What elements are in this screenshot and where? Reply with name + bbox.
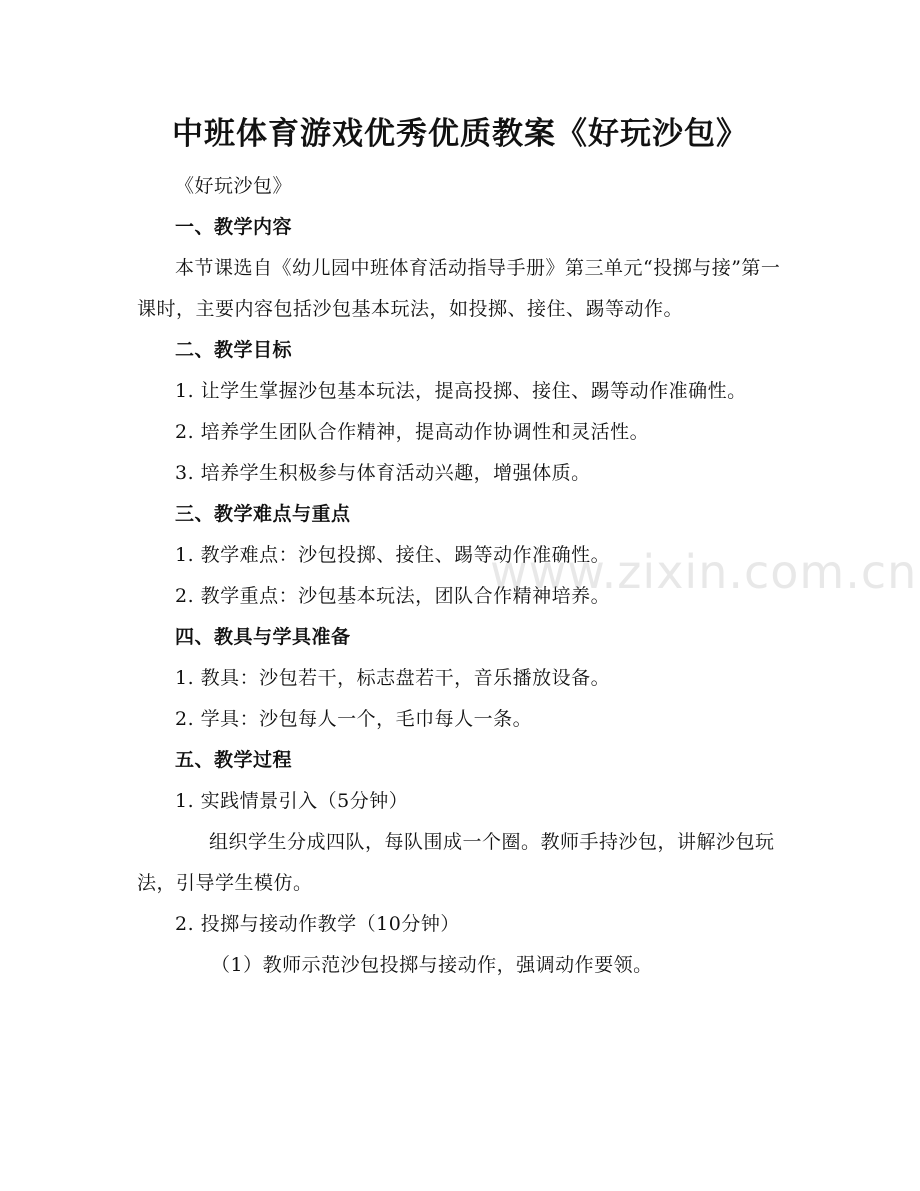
list-item: 1. 教学难点：沙包投掷、接住、踢等动作准确性。 [175,544,611,566]
section-heading-content: 一、教学内容 [175,216,293,238]
watermark: www.zixin.com.cn [490,545,918,599]
process-step-2-sub-1: （1）教师示范沙包投掷与接动作，强调动作要领。 [211,954,653,976]
list-item: 2. 教学重点：沙包基本玩法，团队合作精神培养。 [175,585,611,607]
list-item: 3. 培养学生积极参与体育活动兴趣，增强体质。 [175,462,591,484]
list-item: 1. 教具：沙包若干，标志盘若干，音乐播放设备。 [175,667,611,689]
section-heading-materials: 四、教具与学具准备 [175,626,351,648]
page-title: 中班体育游戏优秀优质教案《好玩沙包》 [172,116,748,152]
list-item: 2. 培养学生团队合作精神，提高动作协调性和灵活性。 [175,421,650,443]
list-item: 2. 学具：沙包每人一个，毛巾每人一条。 [175,708,533,730]
process-step-2: 2. 投掷与接动作教学（10分钟） [175,913,460,935]
list-item: 1. 让学生掌握沙包基本玩法，提高投掷、接住、踢等动作准确性。 [175,380,747,402]
section-text-content: 本节课选自《幼儿园中班体育活动指导手册》第三单元“投掷与接”第一课时，主要内容包括沙包基本玩法，如投掷、接住、踢等动作。 [137,257,781,320]
process-step-1: 1. 实践情景引入（5分钟） [175,790,409,812]
process-step-1-text: 组织学生分成四队，每队围成一个圈。教师手持沙包，讲解沙包玩法，引导学生模仿。 [137,831,775,894]
document-body [137,166,787,986]
subtitle: 《好玩沙包》 [175,175,293,197]
section-heading-difficulties: 三、教学难点与重点 [175,503,351,525]
section-heading-objectives: 二、教学目标 [175,339,293,361]
section-heading-process: 五、教学过程 [175,749,293,771]
